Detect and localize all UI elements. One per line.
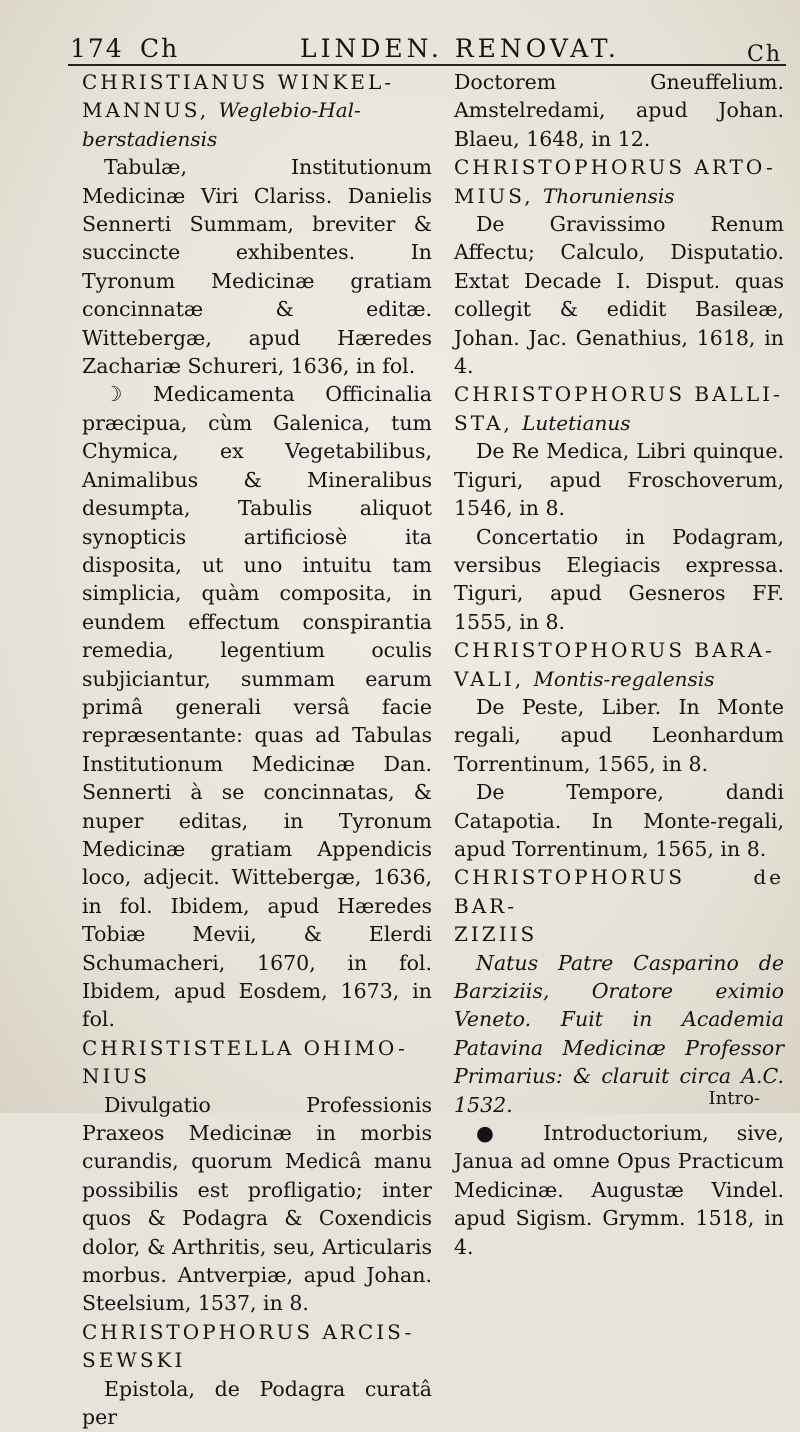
running-header <box>70 30 790 66</box>
entry-heading: MIUS, Thoruniensis <box>454 183 675 208</box>
entry-text: ● Introductorium, sive, Janua ad omne Opus Practicum Medicinæ. Augustæ Vindel. apud Sigism. Grymm. 1518, in 4. <box>454 1121 784 1259</box>
entry-text: Divulgatio Professionis Praxeos Medicinæ in morbis curandis, quorum Medicâ manu possibilis est profligatio; inter quos & Podagra & Coxendicis dolor, & Arthritis, seu, Articularis morbus. Antverpiæ, apud Johan. Steelsium, 1537, in 8. <box>82 1092 432 1316</box>
entry-heading: CHRISTISTELLA OHIMO- <box>82 1035 408 1060</box>
entry-heading: STA, Lutetianus <box>454 410 631 435</box>
entry-heading: CHRISTOPHORUS de BAR- <box>454 865 784 918</box>
entry-heading: ZIZIIS <box>454 922 538 947</box>
entry-heading: CHRISTOPHORUS BALLI- <box>454 382 783 407</box>
right-letters: Ch <box>746 42 782 67</box>
entry-heading: CHRISTOPHORUS ARCIS- <box>82 1319 415 1344</box>
entry-text: Natus Patre Casparino de Barziziis, Oratore eximio Veneto. Fuit in Academia Patavina Medicinæ Professor Primarius: & claruit circa A.C. 1532. <box>454 950 784 1117</box>
entry-text: Doctorem Gneuffelium. Amstelredami, apud Johan. Blaeu, 1648, in 12. <box>454 70 784 151</box>
entry-text: Tabulæ, Institutionum Medicinæ Viri Clariss. Danielis Sennerti Summam, breviter & succincte exhibentes. In Tyronum Medicinæ gratiam concinnatæ & editæ. Wittebergæ, apud Hæredes Zachariæ Schureri, 1636, in fol. <box>82 155 432 379</box>
entry-text: Concertatio in Podagram, versibus Elegiacis expressa. Tiguri, apud Gesneros FF. 1555, in 8. <box>454 524 784 634</box>
entry-text: Epistola, de Podagra curatâ per <box>82 1376 432 1430</box>
entry-heading: MANNUS, Weglebio-Hal- <box>82 98 361 123</box>
left-column <box>82 68 432 1432</box>
entry-heading: CHRISTIANUS WINKEL- <box>82 70 395 94</box>
entry-heading: berstadiensis <box>82 126 218 151</box>
catchword: Intro- <box>708 1088 760 1109</box>
entry-heading: SEWSKI <box>82 1348 186 1373</box>
entry-text: ☽ Medicamenta Officinalia præcipua, cùm Galenica, tum Chymica, ex Vegetabilibus, Animalibus & Mineralibus desumpta, Tabulis aliquot synopticis artificiosè ita dispositа, ut uno intuitu tam simplicia, quàm composita, in eundem effectum conspirantia remedia, legentium oculis subjiciantur, summam earum primâ generali versâ facie repræsentante: quas ad Tabulas Institutionum Medicinæ Dan. Sennerti à se concinnatas, & nuper editas, in Tyronum Medicinæ gratiam Appendicis loco, adjecit. Wittebergæ, 1636, in fol. Ibidem, apud Hæredes Tobiæ Mevii, & Elerdi Schumacheri, 1670, in fol. Ibidem, apud Eosdem, 1673, in fol. <box>82 382 432 1032</box>
page-number: 174 <box>70 34 124 63</box>
entry-text: De Re Medica, Libri quinque. Tiguri, apud Froschoverum, 1546, in 8. <box>454 439 784 521</box>
page-title: LINDEN. RENOVAT. <box>300 34 620 63</box>
entry-text: De Gravissimo Renum Affectu; Calculo, Disputatio. Extat Decade I. Disput. quas collegit & edidit Basileæ, Johan. Jac. Genathius, 1618, in 4. <box>454 212 784 379</box>
right-column <box>454 68 784 1261</box>
entry-heading: CHRISTOPHORUS ARTO- <box>454 155 776 180</box>
entry-text: De Tempore, dandi Catapotia. In Monte-regali, apud Torrentinum, 1565, in 8. <box>454 780 784 861</box>
entry-heading: NIUS <box>82 1064 150 1089</box>
header-rule <box>68 64 786 66</box>
entry-heading: CHRISTOPHORUS BARA- <box>454 638 775 663</box>
entry-text: De Peste, Liber. In Monte regali, apud Leonhardum Torrentinum, 1565, in 8. <box>454 694 784 776</box>
left-letters: Ch <box>140 34 180 63</box>
entry-heading: VALI, Montis-regalensis <box>454 666 715 691</box>
